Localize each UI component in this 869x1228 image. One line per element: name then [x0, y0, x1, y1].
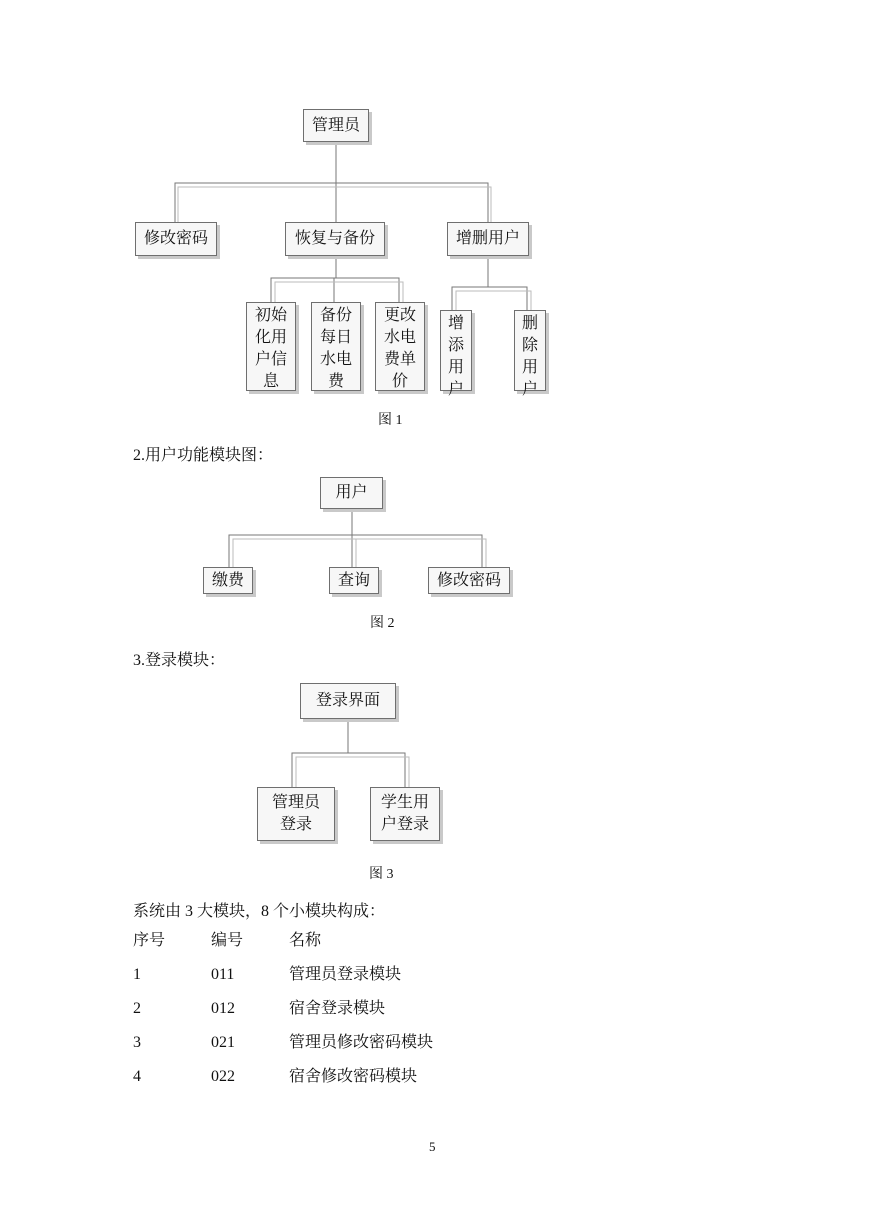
cell-name: 管理员登录模块 [289, 966, 402, 983]
section2-heading: 2.用户功能模块图： [133, 447, 274, 464]
cell-code: 021 [211, 1034, 235, 1051]
cell-index: 1 [133, 966, 141, 983]
node-admin-login: 管理员 登录 [257, 787, 335, 841]
header-index: 序号 [133, 932, 166, 949]
summary-text: 系统由 3 大模块，8 个小模块构成： [133, 903, 386, 920]
table-row [133, 965, 529, 999]
node-init-user-info: 初始 化用 户信 息 [246, 302, 296, 391]
node-user: 用户 [320, 477, 383, 509]
node-admin: 管理员 [303, 109, 369, 142]
node-change-unit-price: 更改 水电 费单 价 [375, 302, 425, 391]
cell-name: 管理员修改密码模块 [289, 1034, 434, 1051]
node-pay: 缴费 [203, 567, 253, 594]
table-row [133, 1067, 529, 1101]
node-add-delete-user: 增删用户 [447, 222, 529, 256]
header-name: 名称 [289, 932, 322, 949]
cell-code: 011 [211, 966, 235, 983]
node-delete-user: 删 除 用 户 [514, 310, 546, 391]
figure1-caption: 图 1 [378, 413, 403, 428]
cell-code: 022 [211, 1068, 235, 1085]
figure3-caption: 图 3 [369, 867, 394, 882]
cell-index: 4 [133, 1068, 141, 1085]
node-query: 查询 [329, 567, 379, 594]
cell-code: 012 [211, 1000, 235, 1017]
module-table [133, 931, 529, 1101]
page-number: 5 [429, 1139, 436, 1154]
table-row [133, 999, 529, 1033]
cell-index: 3 [133, 1034, 141, 1051]
node-restore-backup: 恢复与备份 [285, 222, 385, 256]
cell-name: 宿舍修改密码模块 [289, 1068, 418, 1085]
node-change-password: 修改密码 [135, 222, 217, 256]
table-row [133, 1033, 529, 1067]
cell-index: 2 [133, 1000, 141, 1017]
cell-name: 宿舍登录模块 [289, 1000, 386, 1017]
node-login-screen: 登录界面 [300, 683, 396, 719]
table-header-row [133, 931, 529, 965]
node-change-password-user: 修改密码 [428, 567, 510, 594]
node-backup-daily-fees: 备份 每日 水电 费 [311, 302, 361, 391]
node-add-user: 增 添 用 户 [440, 310, 472, 391]
header-code: 编号 [211, 932, 244, 949]
figure2-caption: 图 2 [370, 616, 395, 631]
node-student-login: 学生用 户登录 [370, 787, 440, 841]
section3-heading: 3.登录模块： [133, 652, 226, 669]
